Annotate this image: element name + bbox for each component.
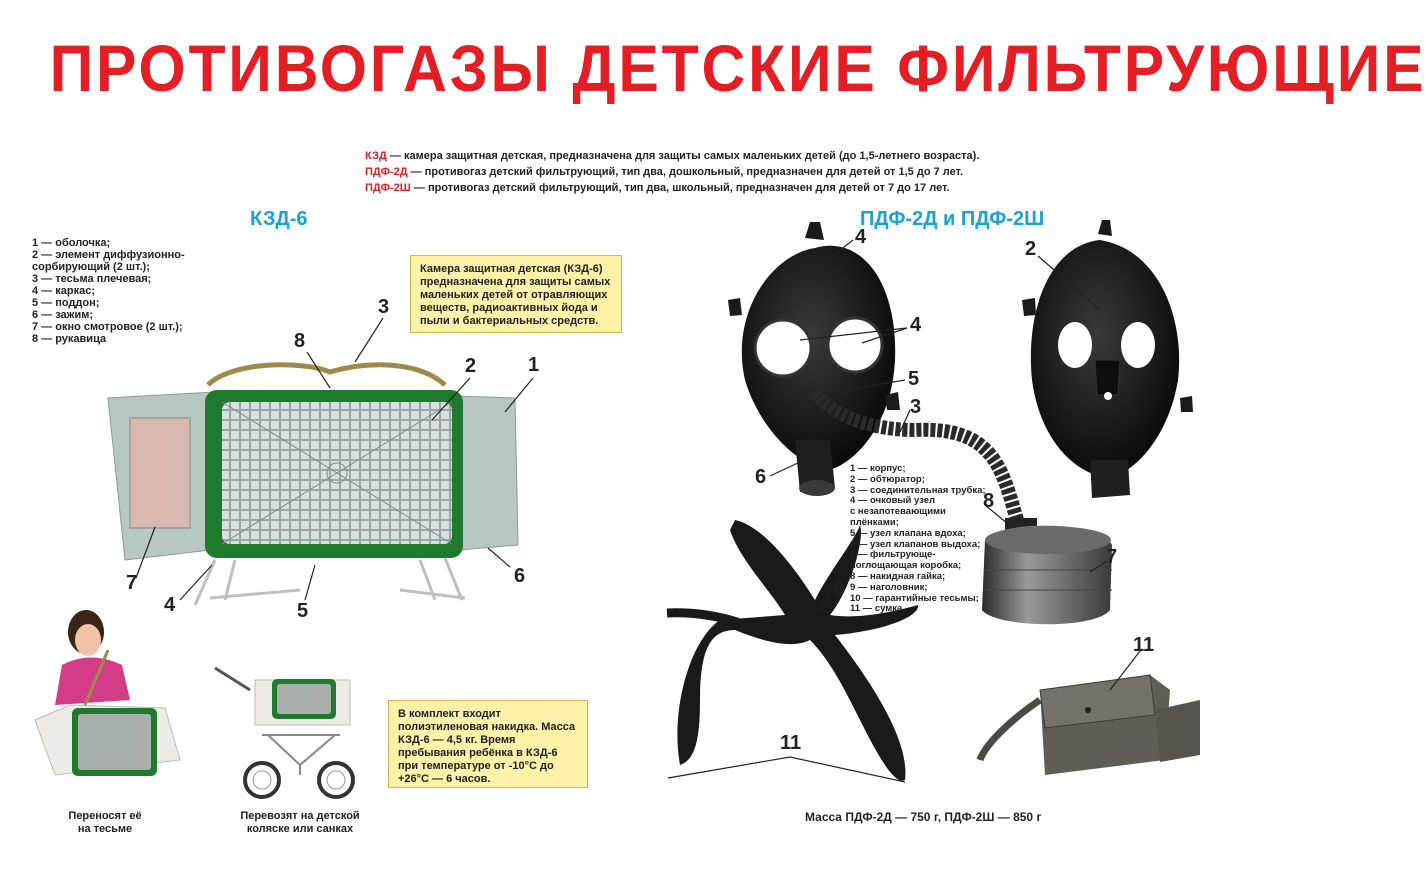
legend-item: 7 — фильтрующе-: [850, 549, 936, 561]
pdf-label-6: 6: [755, 466, 767, 488]
pdf-label-3: 3: [910, 396, 922, 418]
pdf-label-11-straps: 11: [780, 732, 802, 754]
legend-item: 6 — зажим;: [32, 309, 94, 321]
caption-line: Перевозят на детской: [240, 810, 360, 822]
legend-item: 6 — узел клапанов выдоха;: [850, 538, 981, 550]
legend-item: сорбирующий (2 шт.);: [32, 261, 150, 273]
legend-item: 10 — гарантийные тесьмы;: [850, 592, 979, 604]
kzd-legend: [32, 237, 232, 345]
definition-text: — противогаз детский фильтрующий, тип два, школьный, предназначен для детей от 7 до 17 лет.: [410, 182, 950, 194]
definition-abbr: ПДФ-2Д: [365, 166, 408, 178]
page-title: ПРОТИВОГАЗЫ ДЕТСКИЕ ФИЛЬТРУЮЩИЕ: [49, 31, 1426, 105]
kzd-label-6: 6: [514, 565, 526, 587]
pdf-label-8: 8: [983, 490, 995, 512]
kzd-chamber-image: [108, 365, 518, 605]
caption-line: коляске или санках: [246, 823, 354, 835]
legend-item: 2 — обтюратор;: [850, 473, 925, 485]
legend-item: 1 — корпус;: [850, 463, 906, 474]
kzd-label-4: 4: [164, 594, 176, 616]
stroller-illustration: [215, 668, 353, 797]
pdf-label-7: 7: [1106, 546, 1118, 568]
definition-text: — камера защитная детская, предназначена для защиты самых маленьких детей (до 1,5-летнего возраста).: [386, 150, 980, 162]
pdf-legend: [850, 464, 990, 615]
kzd-label-1: 1: [528, 354, 540, 376]
legend-item: 3 — соединительная трубка;: [850, 484, 986, 496]
carry-caption: [40, 810, 170, 836]
legend-item: 8 — накидная гайка;: [850, 570, 946, 582]
caption-line: на тесьме: [77, 823, 133, 835]
legend-item: 4 — очковый узел: [850, 495, 936, 507]
kzd-section-title: КЗД-6: [250, 208, 308, 230]
legend-item: 5 — узел клапана вдоха;: [850, 527, 966, 539]
definition-text: — противогаз детский фильтрующий, тип два, дошкольный, предназначен для детей от 1,5 до 7 лет.: [407, 166, 964, 178]
legend-item: 7 — окно смотровое (2 шт.);: [32, 321, 183, 333]
bag-image: [980, 675, 1200, 775]
legend-item: 8 — рукавица: [32, 333, 107, 345]
kzd-label-5: 5: [297, 600, 309, 622]
woman-carrying-illustration: [35, 610, 180, 776]
pdf-label-11-bag: 11: [1133, 634, 1155, 656]
legend-item: с незапотевающими плёнками;: [850, 506, 946, 528]
legend-item: 1 — оболочка;: [32, 237, 111, 249]
legend-item: 9 — наголовник;: [850, 581, 928, 593]
legend-item: 3 — тесьма плечевая;: [32, 273, 152, 285]
legend-item: поглощающая коробка;: [850, 560, 962, 572]
pdf-label-4-eyes: 4: [910, 314, 922, 336]
pdf-label-5: 5: [908, 368, 920, 390]
pdf-label-9: 9: [833, 578, 845, 600]
kzd-label-3: 3: [378, 296, 390, 318]
kzd-label-8: 8: [294, 330, 306, 352]
pdf-section-title: ПДФ-2Д и ПДФ-2Ш: [860, 208, 1045, 230]
kzd-label-7: 7: [126, 572, 138, 594]
kzd-kit-note: В комплект входит полиэтиленовая накидка. Масса КЗД-6 — 4,5 кг. Время пребывания ребёнка в КЗД-6 при температуре от -10°C до +26°C — 6 часов.: [388, 700, 588, 788]
legend-item: 5 — поддон;: [32, 297, 100, 309]
stroller-caption: [225, 810, 375, 836]
kzd-label-2: 2: [465, 355, 477, 377]
kzd-description-note: Камера защитная детская (КЗД-6) предназначена для защиты самых маленьких детей от отравляющих веществ, радиоактивных йода и пыли и бактериальных средств.: [410, 255, 622, 333]
definition-abbr: КЗД: [365, 150, 387, 162]
pdf-mass-note: Масса ПДФ-2Д — 750 г, ПДФ-2Ш — 850 г: [805, 810, 1042, 824]
caption-line: Переносят её: [68, 810, 142, 822]
pdf-label-4-top: 4: [855, 226, 867, 248]
legend-item: 11 — сумка.: [850, 603, 905, 615]
gas-mask-inside-image: [1022, 220, 1193, 498]
legend-item: 2 — элемент диффузионно-: [32, 249, 185, 261]
pdf-label-2: 2: [1025, 238, 1037, 260]
legend-item: 4 — каркас;: [32, 285, 95, 297]
definition-abbr: ПДФ-2Ш: [365, 182, 411, 194]
